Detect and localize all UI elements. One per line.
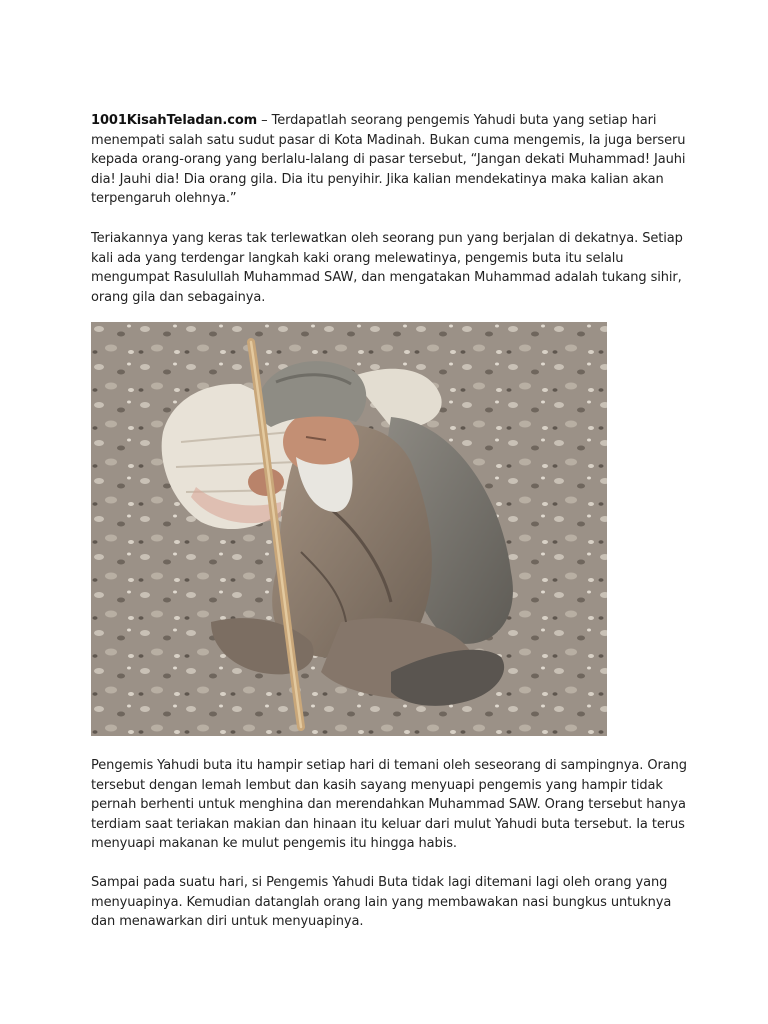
old-man-resting-photo: [91, 322, 607, 736]
paragraph-three: Pengemis Yahudi buta itu hampir setiap hari di temani oleh seseorang di sampingnya. Orang tersebut dengan lemah lembut dan kasih sayang menyuapi pengemis yang hampir tidak pernah berhenti untuk menghina dan merendahkan Muhammad SAW. Orang tersebut hanya terdiam saat teriakan makian dan hinaan itu keluar dari mulut Yahudi buta tersebut. Ia terus menyuapi makanan ke mulut pengemis itu hingga habis.: [91, 758, 687, 851]
paragraph-intro-text: – Terdapatlah seorang pengemis Yahudi buta yang setiap hari menempati salah satu sudut pasar di Kota Madinah. Bukan cuma mengemis, Ia juga berseru kepada orang-orang yang berlalu-lalang di pasar tersebut, “Jangan dekati Muhammad! Jauhi dia! Jauhi dia! Dia orang gila. Dia itu penyihir. Jika kalian mendekatinya maka kalian akan terpengaruh olehnya.”: [91, 113, 686, 206]
site-name: 1001KisahTeladan.com: [91, 113, 258, 128]
paragraph-four: Sampai pada suatu hari, si Pengemis Yahudi Buta tidak lagi ditemani lagi oleh orang yang menyuapinya. Kemudian datanglah orang lain yang membawakan nasi bungkus untuknya dan menawarkan diri untuk menyuapinya.: [91, 875, 672, 929]
photo-illustration: [91, 322, 607, 736]
paragraph-two: Teriakannya yang keras tak terlewatkan oleh seorang pun yang berjalan di dekatnya. Setiap kali ada yang terdengar langkah kaki orang melewatinya, pengemis buta itu selalu mengumpat Rasulullah Muhammad SAW, dan mengatakan Muhammad adalah tukang sihir, orang gila dan sebagainya.: [91, 231, 683, 305]
paragraph-intro: [91, 111, 691, 209]
